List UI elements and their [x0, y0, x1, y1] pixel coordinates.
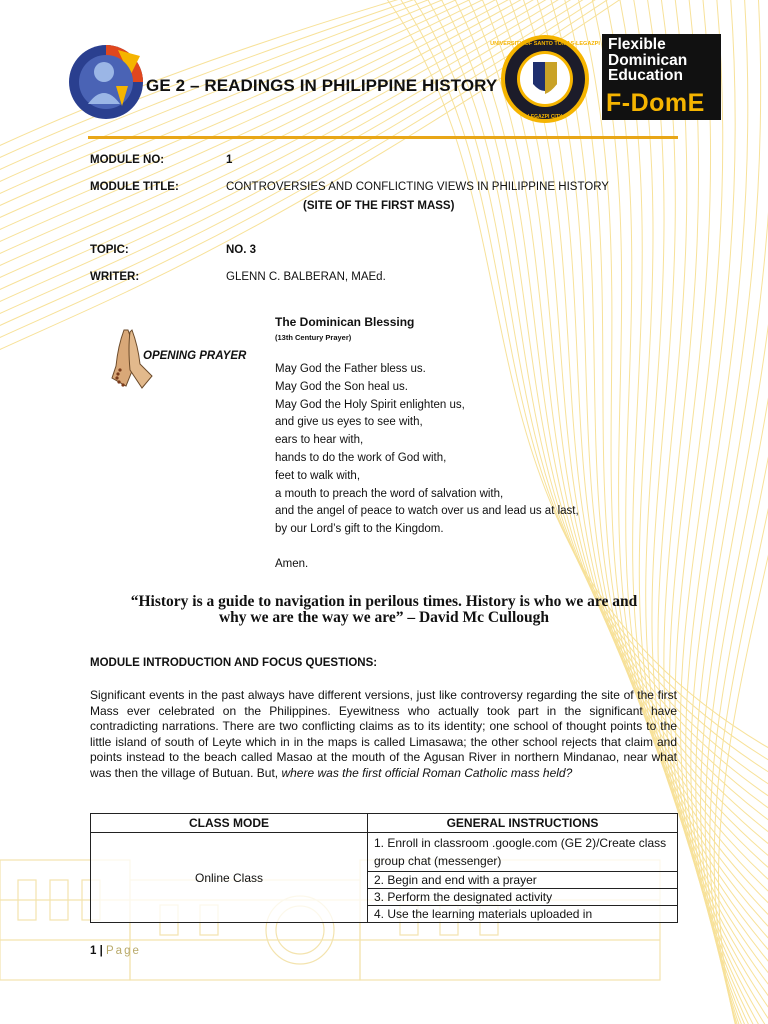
- intro-heading: MODULE INTRODUCTION AND FOCUS QUESTIONS:: [90, 657, 378, 669]
- instruction-cell: 3. Perform the designated activity: [368, 889, 678, 906]
- fdome-brand: F-DomE: [606, 89, 705, 117]
- prayer-line: ears to hear with,: [275, 434, 364, 447]
- wave-line: [576, 0, 768, 936]
- prayer-line: feet to walk with,: [275, 469, 361, 482]
- prayer-line: and give us eyes to see with,: [275, 416, 423, 429]
- prayer-subtitle: (13th Century Prayer): [275, 333, 352, 342]
- writer-label: WRITER:: [90, 271, 140, 283]
- quote-line-1: “History is a guide to navigation in perilous times. History is who we are and: [130, 593, 638, 610]
- topic-value: NO. 3: [226, 244, 257, 256]
- instruction-cell: 1. Enroll in classroom .google.com (GE 2)/Create class group chat (messenger): [368, 833, 678, 872]
- module-title-label: MODULE TITLE:: [90, 181, 179, 193]
- intro-text: Significant events in the past always have different versions, just like controversy regarding the site of the first Mass ever celebrated on the Philippines. Eyewitness who actually took part in the significant have contradicting narrations. There are two conflicting claims as to its identity; one school of thought points to the little island of south of Leyte which in in the maps is called Limasawa; the other school rejects that claim and points instead to the beach called Masao at the mouth of the Agusan River in northern Mindanao, near what was then the village of Butuan. But,: [90, 688, 677, 780]
- intro-question: where was the first official Roman Catholic mass held?: [281, 765, 573, 780]
- wave-line: [675, 0, 768, 1024]
- wave-line: [0, 0, 550, 270]
- class-mode-cell: Online Class: [91, 833, 368, 923]
- fdome-line-1: Flexible: [608, 36, 666, 53]
- fdome-line-2: Dominican: [608, 51, 688, 69]
- prayer-line: hands to do the work of God with,: [275, 451, 447, 464]
- prayer-text: [275, 361, 579, 574]
- module-no-value: 1: [226, 154, 233, 166]
- writer-value: GLENN C. BALBERAN, MAEd.: [226, 271, 386, 283]
- class-mode-table: [90, 813, 678, 923]
- wave-line: [718, 0, 768, 1024]
- module-no-label: MODULE NO:: [90, 154, 165, 166]
- university-seal-icon: [490, 34, 600, 124]
- header-divider: [88, 136, 678, 139]
- table-header-row: [91, 814, 678, 833]
- page-number: 1: [90, 945, 97, 957]
- intro-paragraph: [90, 688, 677, 781]
- quote-line-2: why we are the way we are” – David Mc Cullough: [218, 609, 550, 626]
- seal-text: UNIVERSITY OF SANTO TOMAS-LEGAZPI: [490, 41, 600, 47]
- table-header-class-mode: CLASS MODE: [91, 814, 368, 833]
- module-title-sub: (SITE OF THE FIRST MASS): [303, 200, 455, 212]
- prayer-line: by our Lord’s gift to the Kingdom.: [275, 523, 444, 536]
- seal-subtext: LEGAZPI CITY: [527, 114, 563, 120]
- page-separator: |: [96, 945, 107, 957]
- fdome-line-3: Education: [608, 67, 683, 84]
- page-title: GE 2 – READINGS IN PHILIPPINE HISTORY: [146, 76, 498, 95]
- fdome-text: [608, 37, 687, 84]
- prayer-line: May God the Father bless us.: [275, 363, 426, 375]
- prayer-line: May God the Son heal us.: [275, 380, 408, 393]
- prayer-line: May God the Holy Spirit enlighten us,: [275, 398, 465, 411]
- topic-label: TOPIC:: [90, 244, 129, 256]
- table-row: [91, 833, 678, 872]
- page-word: Page: [106, 945, 141, 957]
- history-quote: [90, 594, 678, 626]
- wave-line: [680, 0, 768, 1024]
- opening-prayer-label: OPENING PRAYER: [143, 350, 247, 362]
- page-footer: [90, 945, 141, 957]
- table-header-instructions: GENERAL INSTRUCTIONS: [368, 814, 678, 833]
- instruction-cell: 2. Begin and end with a prayer: [368, 872, 678, 889]
- wave-line: [0, 0, 538, 258]
- prayer-title: The Dominican Blessing: [275, 315, 415, 329]
- prayer-line: and the angel of peace to watch over us and lead us at last,: [275, 505, 579, 518]
- prayer-line: a mouth to preach the word of salvation with,: [275, 487, 504, 500]
- instruction-cell: 4. Use the learning materials uploaded in: [368, 906, 678, 923]
- ge-logo-icon: [66, 42, 146, 122]
- prayer-amen: Amen.: [275, 557, 309, 570]
- module-title-value: CONTROVERSIES AND CONFLICTING VIEWS IN PHILIPPINE HISTORY: [226, 181, 609, 193]
